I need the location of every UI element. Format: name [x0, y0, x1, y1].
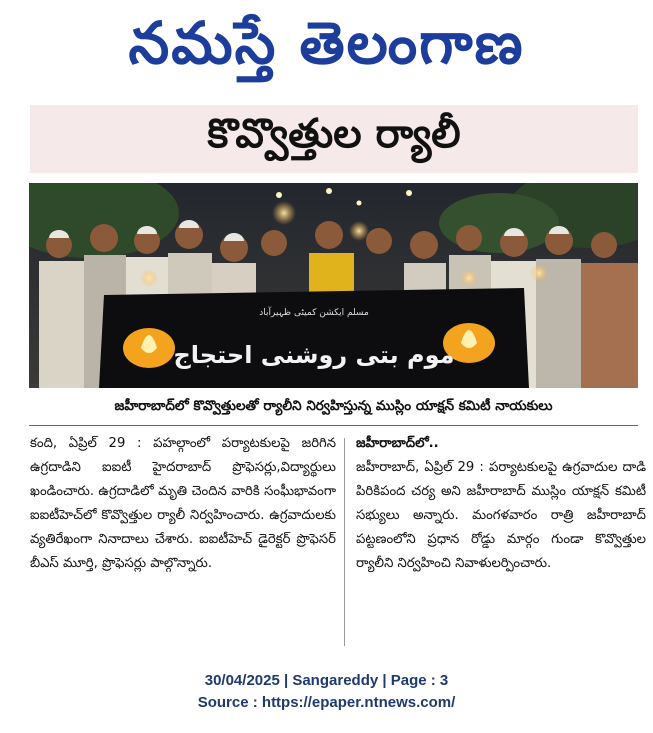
- article-headline: కొవ్వొత్తుల ర్యాలీ: [207, 111, 461, 157]
- candle-rally-photo: [29, 183, 638, 388]
- left-column: [30, 432, 336, 576]
- caption-divider: [29, 425, 638, 426]
- edition-info: 30/04/2025 | Sangareddy | Page : 3: [204, 672, 449, 689]
- right-column: [356, 432, 646, 576]
- source-link[interactable]: Source : https://epaper.ntnews.com/: [197, 694, 456, 711]
- column-rule: [344, 438, 345, 646]
- left-article-body: కంది, ఏప్రిల్ 29 : పహల్గాంలో పర్యాటకులపై జరిగిన ఉగ్రదాడిని ఐఐటీ హైదరాబాద్ ప్రొఫెసర్లు,విద్యార్థులు ఖండించారు. ఉగ్రదాడిలో మృతి చెందిన వారికి సంఘీభావంగా ఐఐటీహెచ్‌లో కొవ్వొత్తుల ర్యాలీ నిర్వహించారు. ఉగ్రవాదులకు వ్యతిరేఖంగా నినాదాలు చేశారు. ఐఐటీహెచ్ డైరెక్టర్ ప్రొఫెసర్ బీఎస్ మూర్తి, ప్రొఫెసర్లు పాల్గొన్నారు.: [30, 436, 336, 571]
- masthead: [0, 0, 653, 100]
- banner-small-text: مسلم ایکشن کمیٹی ظہیرآباد: [259, 308, 369, 318]
- photo-caption: జహీరాబాద్‌లో కొవ్వొత్తులతో ర్యాలీని నిర్వహిస్తున్న ముస్లిం యాక్షన్ కమిటీ నాయకులు: [114, 397, 553, 414]
- banner-large-text: موم بتی روشنی احتجاج: [173, 341, 455, 369]
- newspaper-logo: నమస్తే తెలంగాణ: [128, 8, 525, 77]
- right-subheading: జహీరాబాద్‌లో..: [356, 436, 439, 451]
- news-photo: [29, 183, 638, 388]
- headline-box: [30, 105, 638, 173]
- candle-icon: [123, 328, 175, 368]
- right-article-body: జహీరాబాద్, ఏప్రిల్ 29 : పర్యాటకులపై ఉగ్రవాదుల దాడి పిరికిపంద చర్య అని జహీరాబాద్ ముస్లిం యాక్షన్ కమిటీ సభ్యులు అన్నారు. మంగళవారం రాత్రి జహీరాబాద్ పట్టణంలోని ప్రధాన రోడ్డు మార్గం గుండా కొవ్వొత్తుల ర్యాలీని నిర్వహించి నివాళులర్పించారు.: [356, 460, 646, 571]
